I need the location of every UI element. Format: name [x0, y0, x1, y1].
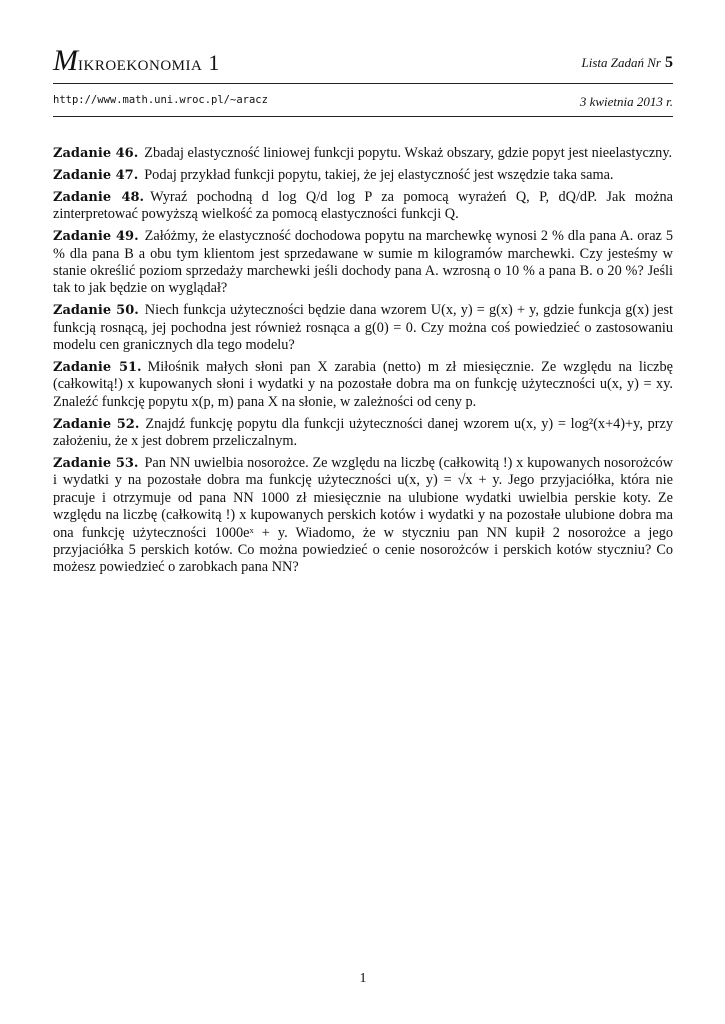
task-text: Załóżmy, że elastyczność dochodowa popytu na marchewkę wynosi 2 % dla pana A. oraz 5 % dla pana B a obu tym klientom jest sprzedawane w sumie m kilogramów marchewki. Czy jesteśmy w stanie określić poziom sprzedaży marchewki jeśli dochody pana A. wzrosną o 10 % a pana B. o 20 %? Jeśli tak to jak będzie on wyglądał? — [53, 228, 673, 297]
task-label: Zadanie 50. — [53, 303, 139, 319]
header-rule-top — [53, 83, 673, 84]
author-url: http://www.math.uni.wroc.pl/~aracz — [53, 94, 268, 106]
header-bottom-row — [53, 94, 673, 110]
task-text: Miłośnik małych słoni pan X zarabia (netto) m zł miesięcznie. Ze względu na liczbę (całkowitą!) x kupowanych słoni i wydatki y na pozostałe dobra ma on funkcję użyteczności u(x, y) = xy. Znaleźć funkcję popytu x(p, m) pana X na słonie, w zależności od ceny p. — [53, 358, 673, 410]
list-number: 5 — [665, 54, 673, 71]
task-item — [53, 189, 673, 224]
task-item — [53, 359, 673, 411]
task-item — [53, 167, 673, 184]
task-item — [53, 145, 673, 162]
task-label: Zadanie 47. — [53, 167, 139, 183]
task-label: Zadanie 53. — [53, 456, 139, 471]
course-title — [53, 46, 219, 76]
sheet-date: 3 kwietnia 2013 r. — [579, 94, 673, 109]
task-text: Wyraź pochodną d log Q/d log P za pomocą wyrażeń Q, P, dQ/dP. Jak można zinterpretować powyższą wielkość za pomocą elastyczności funkcji Q. — [53, 188, 673, 223]
task-item — [53, 455, 673, 577]
task-label: Zadanie 48. — [53, 189, 145, 205]
task-text: Znajdź funkcję popytu dla funkcji użyteczności danej wzorem u(x, y) = log²(x+4)+y, przy założeniu, że x jest dobrem przeliczalnym. — [53, 415, 673, 450]
course-title-number: 1 — [208, 50, 220, 75]
task-label: Zadanie 49. — [53, 229, 139, 245]
page-number: 1 — [359, 971, 367, 986]
task-text: Pan NN uwielbia nosorożce. Ze względu na liczbę (całkowitą !) x kupowanych nosorożców i wydatki y na pozostałe dobra ma funkcję użyteczności u(x, y) = √x + y. Jego przyjaciółka, która nie pracuje i otrzymuje od pana NN 1000 zł miesięcznie na ulubione wydatki uwielbia perskie koty. Ze względu na liczbę (całkowitą !) x kupowanych perskich kotów i wydatki y na pozostałe ulubione dobra ma ona funkcję użyteczności 1000eˣ + y. Wiadomo, że w styczniu pan NN kupił 2 nosorożce a jego przyjaciółka 5 perskich kotów. Co można powiedzieć o cenie nosorożców i perskich kotów styczniu? Co możesz powiedzieć o zarobkach pana NN? — [53, 455, 674, 576]
task-text: Podaj przykład funkcji popytu, takiej, że jej elastyczność jest wszędzie taka sama. — [144, 166, 614, 183]
header-rule-bottom — [53, 116, 673, 117]
task-item — [53, 228, 673, 298]
task-text: Niech funkcja użyteczności będzie dana wzorem U(x, y) = g(x) + y, gdzie funkcja g(x) jest funkcją rosnącą, jej pochodna jest również rosnąca a g(0) = 0. Czy można coś powiedzieć o zastosowaniu modelu cen granicznych dla tego modelu? — [53, 302, 673, 354]
exercise-sheet-page — [53, 0, 673, 1024]
task-item — [53, 416, 673, 451]
task-item — [53, 302, 673, 354]
task-label: Zadanie 52. — [53, 416, 140, 432]
course-title-initial: M — [53, 44, 78, 77]
list-label — [582, 54, 673, 72]
list-label-text: Lista Zadań Nr — [581, 55, 661, 70]
task-label: Zadanie 51. — [53, 359, 142, 375]
task-label: Zadanie 46. — [53, 146, 139, 161]
header-top-row — [53, 46, 673, 76]
task-list — [53, 145, 673, 581]
course-title-text: IKROEKONOMIA — [78, 58, 203, 74]
task-text: Zbadaj elastyczność liniowej funkcji popytu. Wskaż obszary, gdzie popyt jest nieelastyczny. — [144, 145, 673, 161]
